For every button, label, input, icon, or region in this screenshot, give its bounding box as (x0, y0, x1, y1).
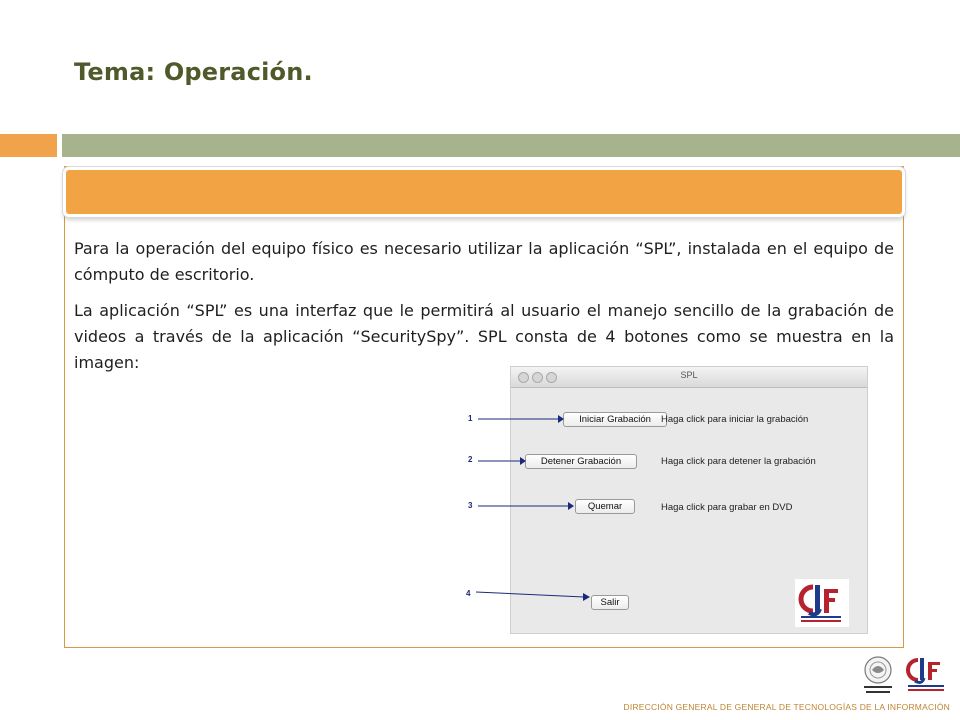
paragraph-intro: Para la operación del equipo físico es necesario utilizar la aplicación “SPL”, instalada en el equipo de cómputo de escritorio. (74, 239, 894, 284)
header-band (66, 170, 902, 214)
quemar-button[interactable]: Quemar (575, 499, 635, 514)
accent-bar-green (62, 134, 960, 157)
callout-number-4: 4 (466, 589, 471, 598)
iniciar-description: Haga click para iniciar la grabación (661, 414, 809, 425)
callout-number-3: 3 (468, 501, 473, 510)
callout-number-1: 1 (468, 414, 473, 423)
cjf-logo-icon (795, 579, 849, 627)
paragraph-description: La aplicación “SPL” es una interfaz que le permitirá al usuario el manejo sencillo de la grabación de videos a través de la aplicación “SecuritySpy”. SPL consta de 4 botones como se muestra en la imagen: (74, 301, 894, 372)
spl-window-title: SPL (680, 370, 698, 380)
arrow-icon (476, 588, 590, 604)
arrow-icon (478, 455, 526, 467)
iniciar-grabacion-button[interactable]: Iniciar Grabación (563, 412, 667, 427)
spl-titlebar (511, 367, 867, 388)
arrow-icon (478, 500, 574, 512)
accent-bar-orange (0, 134, 57, 157)
federal-seal-logo (856, 654, 900, 698)
spl-screenshot (460, 366, 870, 636)
quemar-description: Haga click para grabar en DVD (661, 502, 793, 513)
salir-button[interactable]: Salir (591, 595, 629, 610)
callout-number-2: 2 (468, 455, 473, 464)
detener-description: Haga click para detener la grabación (661, 456, 816, 467)
cjf-footer-logo (904, 654, 948, 696)
detener-grabacion-button[interactable]: Detener Grabación (525, 454, 637, 469)
arrow-icon (478, 413, 564, 425)
slide-title: Tema: Operación. (74, 58, 313, 86)
footer-text: DIRECCIÓN GENERAL DE GENERAL DE TECNOLOGÍAS DE LA INFORMACIÓN (623, 702, 950, 712)
